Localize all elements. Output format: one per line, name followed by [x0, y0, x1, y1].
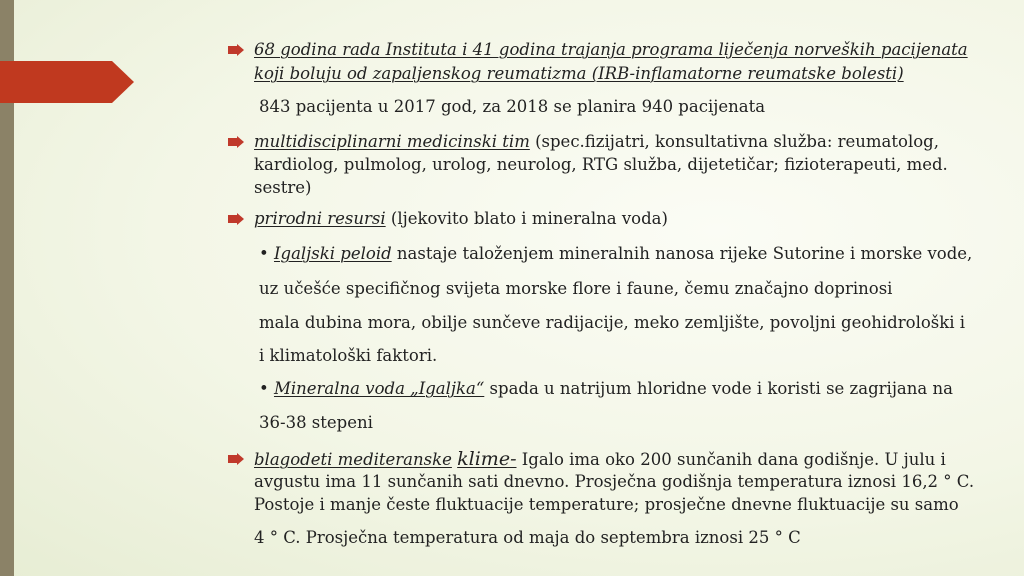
bullet-2-line-2: kardiolog, pulmolog, urolog, neurolog, RTG služba, dijetetičar; fizioterapeuti, med. — [254, 155, 948, 174]
patients-count-text: 843 pacijenta u 2017 god, za 2018 se planira 940 pacijenata — [259, 97, 766, 116]
bullet-1-line-2: koji boluju od zapaljenskog reumatizma (IRB-inflamatorne reumatske bolesti) — [254, 64, 904, 83]
bullet-4-line-3: Postoje i manje česte fluktuacije temperature; prosječne dnevne fluktuacije su samo — [254, 495, 959, 514]
bullet-4-line-2: avgustu ima 11 sunčanih sati dnevno. Prosječna godišnja temperatura iznosi 16,2 ° C. — [254, 472, 975, 491]
bullet-1-line-1: 68 godina rada Instituta i 41 godina trajanja programa liječenja norveških pacijenata — [254, 40, 968, 59]
bullet-2-rest: (spec.fizijatri, konsultativna služba: reumatolog, — [529, 132, 939, 151]
arrow-bullet-icon — [228, 213, 244, 225]
bullet-4-rest: Igalo ima oko 200 sunčanih dana godišnje. U julu i — [516, 450, 946, 469]
sub-1-line-2: uz učešće specifičnog svijeta morske flore i faune, čemu značajno doprinosi — [259, 279, 893, 298]
sub-1-emphasis: Igaljski peloid — [273, 244, 392, 263]
arrow-bullet-icon — [228, 44, 244, 56]
sub-1-rest: nastaje taloženjem mineralnih nanosa rijeke Sutorine i morske vode, — [391, 244, 973, 263]
bullet-3-rest: (ljekovito blato i mineralna voda) — [385, 209, 668, 228]
bullet-3-emphasis: prirodni resursi — [254, 209, 386, 228]
bullet-4-emphasis: blagodeti mediteranske — [254, 450, 452, 469]
bullet-2-emphasis: multidisciplinarni medicinski tim — [254, 132, 530, 151]
bullet-4-emphasis-large: klime- — [457, 448, 517, 470]
sub-1-line-3: mala dubina mora, obilje sunčeve radijacije, meko zemljište, povoljni geohidrološki i — [259, 313, 966, 332]
bullet-2-line-1 — [254, 132, 939, 152]
sub-1-dot: • — [259, 244, 269, 263]
sub-2-rest: spada u natrijum hloridne vode i koristi se zagrijana na — [484, 379, 953, 398]
sub-1-line-4: i klimatološki faktori. — [259, 346, 438, 365]
sub-2-dot: • — [259, 379, 269, 398]
bullet-4-line-4: 4 ° C. Prosječna temperatura od maja do septembra iznosi 25 ° C — [254, 528, 801, 547]
sub-2-emphasis: Mineralna voda „Igaljka“ — [273, 379, 485, 398]
sub-1-line-1 — [259, 244, 972, 264]
sub-2-line-2: 36-38 stepeni — [259, 413, 373, 432]
sub-2-line-1 — [259, 379, 953, 399]
arrow-bullet-icon — [228, 136, 244, 148]
bullet-2-line-3: sestre) — [254, 178, 312, 197]
bullet-4-line-1 — [254, 449, 946, 470]
arrow-bullet-icon — [228, 453, 244, 465]
bullet-3-line — [254, 209, 668, 229]
